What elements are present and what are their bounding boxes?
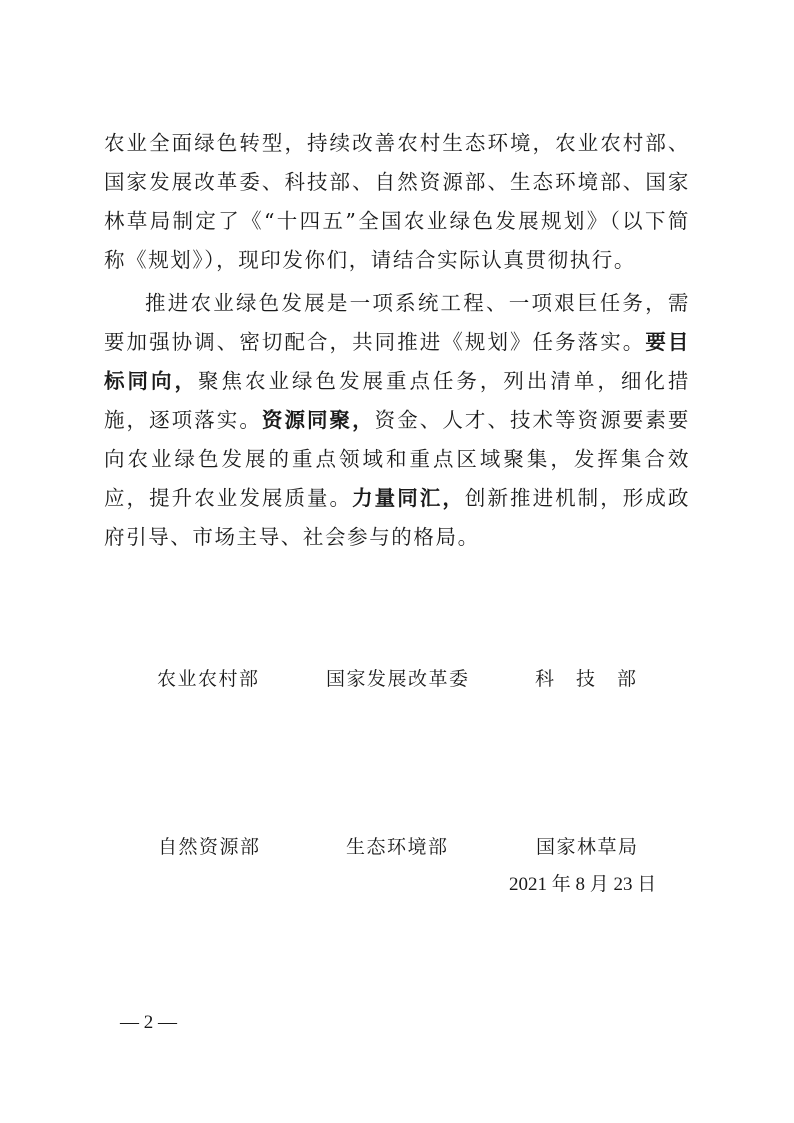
point-2-title: 资源同聚，	[261, 408, 375, 432]
point-2-text: 资金、人才、技术等资源要素要向农业绿色发展的重点领域和重点区域聚集，发挥集合效应，提升农业发展质量。	[104, 408, 690, 510]
document-date: 2021 年 8 月 23 日	[509, 874, 657, 895]
signatory-ndrc: 国家发展改革委	[326, 668, 470, 690]
signatory-mee: 生态环境部	[346, 836, 449, 858]
point-3-title: 力量同汇，	[352, 486, 465, 510]
point-1-text: 聚焦农业绿色发展重点任务，列出清单，细化措施，逐项落实。	[104, 369, 690, 432]
signatory-mnr: 自然资源部	[158, 836, 261, 858]
paragraph-2	[104, 284, 690, 557]
paragraph-1: 农业全面绿色转型，持续改善农村生态环境，农业农村部、国家发展改革委、科技部、自然资源部、生态环境部、国家林草局制定了《“十四五”全国农业绿色发展规划》（以下简称《规划》），现印发你们，请结合实际认真贯彻执行。	[104, 131, 690, 272]
signatory-most: 科 技 部	[535, 668, 638, 690]
paragraph-2-intro: 推进农业绿色发展是一项系统工程、一项艰巨任务，需要加强协调、密切配合，共同推进《规划》任务落实。	[104, 291, 690, 354]
point-1-title: 要目标同向，	[104, 330, 690, 393]
signatory-moa: 农业农村部	[157, 668, 260, 690]
signatory-nfga: 国家林草局	[536, 836, 639, 858]
point-3-text: 创新推进机制，形成政府引导、市场主导、社会参与的格局。	[104, 486, 691, 549]
page-number: — 2 —	[120, 1012, 177, 1033]
